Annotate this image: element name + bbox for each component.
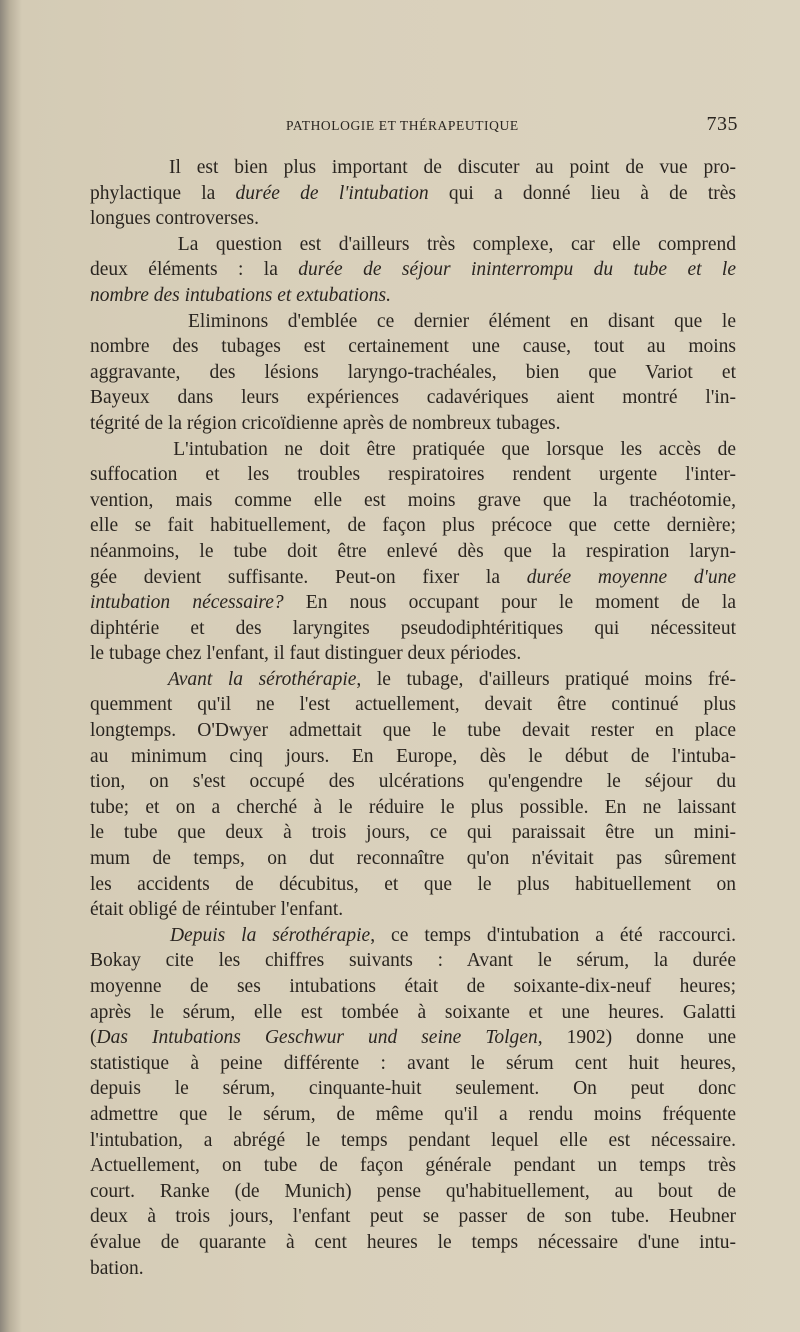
text-segment: bation. — [90, 1257, 144, 1279]
text-line — [90, 872, 736, 898]
text-segment: tion, on s'est occupé des ulcérations qu'engendre le séjour du — [90, 771, 736, 793]
text-segment — [90, 669, 168, 690]
text-segment: La question est d'ailleurs très complexe, car elle comprend — [90, 233, 736, 255]
text-segment: nombre des tubages est certainement une cause, tout au moins — [90, 336, 736, 358]
text-segment: deux à trois jours, l'enfant peut se passer de son tube. Heubner — [90, 1206, 736, 1228]
text-line — [90, 590, 736, 616]
text-line — [90, 616, 736, 642]
text-line — [90, 1102, 736, 1128]
text-line — [90, 1051, 736, 1077]
text-segment: Il est bien plus important de discuter au point de vue pro- — [90, 157, 736, 178]
italic-segment: Avant la sérothérapie — [167, 668, 357, 690]
text-line — [90, 283, 736, 309]
text-line — [90, 181, 736, 207]
text-line — [90, 846, 736, 872]
italic-segment: durée de séjour ininterrompu du tube et le — [298, 259, 737, 281]
text-segment — [90, 925, 170, 946]
text-segment: évalue de quarante à cent heures le temps nécessaire d'une intu- — [90, 1231, 736, 1253]
text-segment: mum de temps, on dut reconnaître qu'on n'évitait pas sûrement — [90, 848, 736, 870]
text-line — [90, 692, 736, 718]
text-segment: tube; et on a cherché à le réduire le plus possible. En ne laissant — [90, 796, 736, 818]
text-line — [90, 641, 736, 667]
text-segment: elle se fait habituellement, de façon plus précoce que cette dernière; — [90, 515, 736, 537]
page-header — [118, 113, 738, 140]
text-line — [90, 1179, 736, 1205]
text-line — [90, 1256, 736, 1282]
text-segment: était obligé de réintuber l'enfant. — [90, 899, 344, 921]
text-segment: Bokay cite les chiffres suivants : Avant le sérum, la durée — [90, 950, 736, 972]
text-segment: ( — [90, 1027, 97, 1049]
text-line — [90, 257, 736, 283]
text-line — [90, 1230, 736, 1256]
text-line — [90, 360, 736, 386]
text-line — [90, 923, 736, 949]
text-segment: statistique à peine différente : avant le sérum cent huit heures, — [90, 1052, 736, 1074]
text-line — [90, 769, 736, 795]
text-segment: au minimum cinq jours. En Europe, dès le début de l'intuba- — [90, 745, 736, 767]
text-segment: depuis le sérum, cinquante-huit seulement. On peut donc — [90, 1078, 736, 1100]
text-segment: aggravante, des lésions laryngo-trachéales, bien que Variot et — [90, 361, 736, 383]
text-segment: vention, mais comme elle est moins grave que la trachéotomie, — [90, 489, 736, 511]
text-segment: gée devient suffisante. Peut-on fixer la — [90, 566, 527, 588]
text-segment: suffocation et les troubles respiratoires rendent urgente l'inter- — [90, 464, 736, 486]
italic-segment: nombre des intubations et extubations. — [90, 284, 391, 306]
italic-segment: Depuis la sérothérapie — [169, 924, 371, 946]
italic-segment: intubation nécessaire? — [90, 592, 284, 614]
page-number: 735 — [706, 113, 738, 135]
text-segment: tégrité de la région cricoïdienne après de nombreux tubages. — [90, 412, 561, 434]
text-segment: quemment qu'il ne l'est actuellement, devait être continué plus — [90, 694, 736, 716]
text-line — [90, 539, 736, 565]
text-segment: le tubage chez l'enfant, il faut distinguer deux périodes. — [90, 643, 522, 665]
italic-segment: Das Intubations Geschwur und seine Tolgen — [96, 1027, 538, 1049]
text-line — [90, 1153, 736, 1179]
text-line — [90, 1025, 736, 1051]
italic-segment: durée de l'intubation — [235, 182, 429, 204]
text-segment: les accidents de décubitus, et que le plus habituellement on — [90, 873, 736, 895]
text-segment: diphtérie et des laryngites pseudodiphtéritiques qui nécessiteut — [90, 617, 736, 639]
running-title: PATHOLOGIE ET THÉRAPEUTIQUE — [286, 118, 519, 133]
text-line — [90, 488, 736, 514]
text-line — [90, 232, 736, 258]
text-line — [90, 667, 736, 693]
text-segment: moyenne de ses intubations était de soixante-dix-neuf heures; — [90, 976, 736, 997]
text-segment: néanmoins, le tube doit être enlevé dès que la respiration laryn- — [90, 540, 736, 562]
text-line — [90, 462, 736, 488]
text-line — [90, 820, 736, 846]
text-segment: longtemps. O'Dwyer admettait que le tube devait rester en place — [90, 720, 736, 742]
text-line — [90, 948, 736, 974]
text-line — [90, 385, 736, 411]
text-segment: Actuellement, on tube de façon générale pendant un temps très — [90, 1155, 736, 1177]
text-line — [90, 206, 736, 232]
text-segment: le tube que deux à trois jours, ce qui paraissait être un mini- — [90, 822, 736, 844]
text-segment: après le sérum, elle est tombée à soixante et une heures. Galatti — [90, 1001, 736, 1023]
text-segment: , le tubage, d'ailleurs pratiqué moins fré- — [356, 668, 736, 690]
italic-segment: durée moyenne d'une — [526, 566, 736, 588]
text-segment: Bayeux dans leurs expériences cadavériques aient montré l'in- — [90, 387, 736, 409]
text-line — [90, 155, 736, 181]
text-segment: longues controverses. — [90, 208, 259, 230]
text-line — [90, 1000, 736, 1026]
text-segment: Eliminons d'emblée ce dernier élément en disant que le — [90, 310, 736, 332]
text-line — [90, 437, 736, 463]
text-line — [90, 1076, 736, 1102]
text-line — [90, 411, 736, 437]
text-line — [90, 897, 736, 923]
text-segment: qui a donné lieu à de très — [428, 182, 736, 204]
text-segment: L'intubation ne doit être pratiquée que lorsque les accès de — [90, 438, 736, 460]
text-line — [90, 974, 736, 1000]
text-line — [90, 795, 736, 821]
text-line — [90, 1204, 736, 1230]
body-text — [90, 155, 736, 1281]
text-segment: phylactique la — [90, 182, 236, 204]
text-segment: l'intubation, a abrégé le temps pendant lequel elle est nécessaire. — [90, 1129, 736, 1151]
text-segment: , 1902) donne une — [537, 1027, 736, 1049]
text-segment: court. Ranke (de Munich) pense qu'habituellement, au bout de — [90, 1180, 736, 1202]
text-line — [90, 1128, 736, 1154]
text-segment: En nous occupant pour le moment de la — [283, 592, 736, 614]
text-line — [90, 565, 736, 591]
text-segment: admettre que le sérum, de même qu'il a rendu moins fréquente — [90, 1103, 736, 1125]
text-line — [90, 744, 736, 770]
text-line — [90, 718, 736, 744]
text-line — [90, 309, 736, 335]
text-line — [90, 513, 736, 539]
text-segment: , ce temps d'intubation a été raccourci. — [370, 924, 737, 946]
text-line — [90, 334, 736, 360]
text-segment: deux éléments : la — [90, 259, 299, 281]
